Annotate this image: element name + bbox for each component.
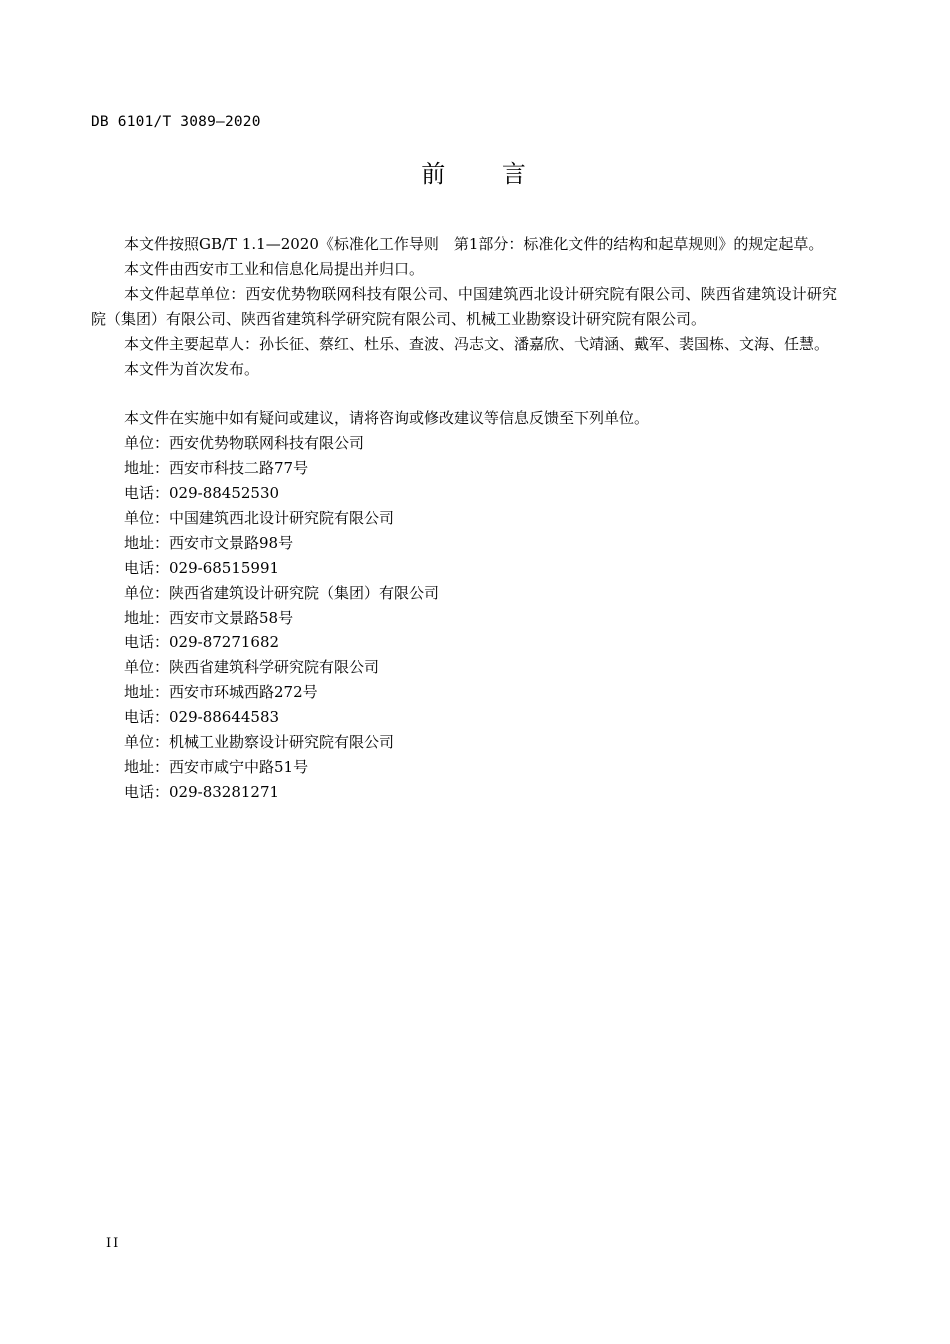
contact-unit: 单位：西安优势物联网科技有限公司	[124, 434, 365, 453]
contact-address: 地址：西安市环城西路272号	[124, 683, 318, 702]
document-code: DB 6101/T 3089—2020	[91, 114, 261, 130]
section-spacer	[91, 381, 837, 406]
paragraph-proposer: 本文件由西安市工业和信息化局提出并归口。	[124, 259, 425, 278]
contact-block	[91, 730, 837, 805]
contact-address: 地址：西安市咸宁中路51号	[124, 758, 309, 777]
contact-phone: 电话：029-83281271	[124, 782, 280, 801]
paragraph-feedback-intro: 本文件在实施中如有疑问或建议，请将咨询或修改建议等信息反馈至下列单位。	[124, 409, 650, 428]
contact-phone: 电话：029-68515991	[124, 558, 280, 577]
paragraph-drafting-rules: 本文件按照GB/T 1.1—2020《标准化工作导则 第1部分：标准化文件的结构和起草规则》的规定起草。	[124, 235, 824, 253]
paragraph-drafters: 本文件主要起草人：孙长征、蔡红、杜乐、查波、冯志文、潘嘉欣、弋靖涵、戴军、裴国栋、文海、任慧。	[124, 334, 830, 353]
contact-block	[91, 431, 837, 506]
contact-block	[91, 581, 837, 656]
contact-unit: 单位：陕西省建筑设计研究院（集团）有限公司	[124, 583, 440, 602]
contact-block	[91, 506, 837, 581]
contact-address: 地址：西安市文景路58号	[124, 608, 294, 627]
paragraph-first-release: 本文件为首次发布。	[124, 359, 260, 378]
contact-phone: 电话：029-88452530	[124, 484, 280, 503]
contact-unit: 单位：机械工业勘察设计研究院有限公司	[124, 733, 395, 752]
paragraph-drafting-units: 本文件起草单位：西安优势物联网科技有限公司、中国建筑西北设计研究院有限公司、陕西省建筑设计研究院（集团）有限公司、陕西省建筑科学研究院有限公司、机械工业勘察设计研究院有限公司。	[91, 284, 837, 328]
contact-phone: 电话：029-87271682	[124, 633, 280, 652]
contact-block	[91, 655, 837, 730]
contact-phone: 电话：029-88644583	[124, 708, 280, 727]
contact-unit: 单位：陕西省建筑科学研究院有限公司	[124, 658, 380, 677]
contact-address: 地址：西安市文景路98号	[124, 533, 294, 552]
contact-unit: 单位：中国建筑西北设计研究院有限公司	[124, 508, 395, 527]
contact-address: 地址：西安市科技二路77号	[124, 459, 309, 478]
page-number: II	[106, 1236, 121, 1251]
page-title: 前 言	[421, 160, 529, 188]
document-body	[91, 232, 837, 805]
